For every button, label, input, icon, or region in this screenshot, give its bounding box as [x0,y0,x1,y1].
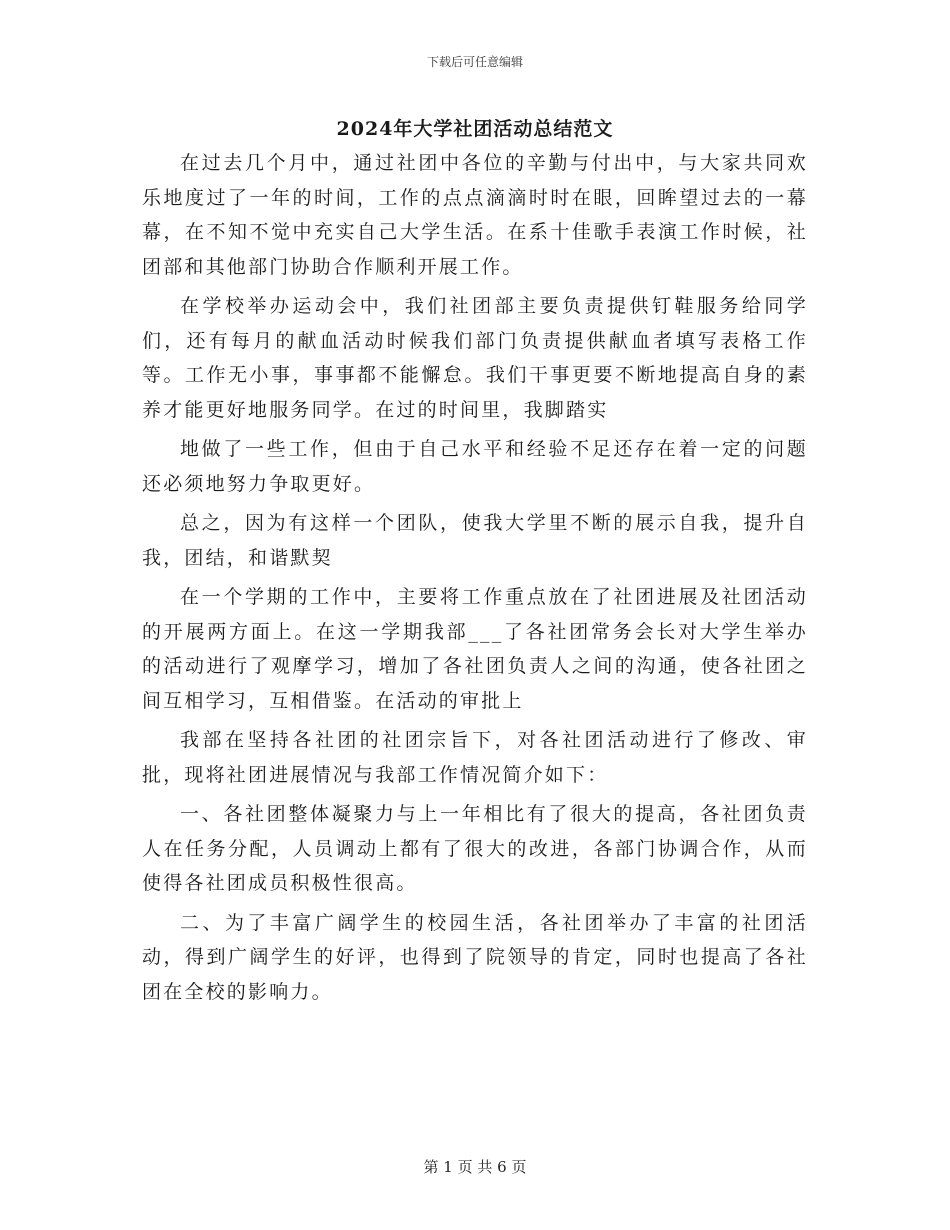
paragraph-1: 在过去几个月中，通过社团中各位的辛勤与付出中，与大家共同欢乐地度过了一年的时间，工作的点点滴滴时时在眼，回眸望过去的一幕幕，在不知不觉中充实自己大学生活。在系十佳歌手表演工作时候，社团部和其他部门协助合作顺利开展工作。 [142,152,808,278]
paragraph-3: 地做了一些工作，但由于自己水平和经验不足还存在着一定的问题还必须地努力争取更好。 [142,438,808,495]
header-note: 下载后可任意编辑 [426,55,523,69]
paragraph-7: 一、各社团整体凝聚力与上一年相比有了很大的提高，各社团负责人在任务分配，人员调动上都有了很大的改进，各部门协调合作，从而使得各社团成员积极性很高。 [142,803,808,894]
document-body [142,146,808,1009]
paragraph-2: 在学校举办运动会中，我们社团部主要负责提供钉鞋服务给同学们，还有每月的献血活动时候我们部门负责提供献血者填写表格工作等。工作无小事，事事都不能懈怠。我们干事更要不断地提高自身的素养才能更好地服务同学。在过的时间里，我脚踏实 [142,295,808,421]
paragraph-5: 在一个学期的工作中，主要将工作重点放在了社团进展及社团活动的开展两方面上。在这一学期我部___了各社团常务会长对大学生举办的活动进行了观摩学习，增加了各社团负责人之间的沟通，使各社团之间互相学习，互相借鉴。在活动的审批上 [142,586,808,712]
paragraph-6: 我部在坚持各社团的社团宗旨下，对各社团活动进行了修改、审批，现将社团进展情况与我部工作情况简介如下： [142,729,808,786]
paragraph-8: 二、为了丰富广阔学生的校园生活，各社团举办了丰富的社团活动，得到广阔学生的好评，也得到了院领导的肯定，同时也提高了各社团在全校的影响力。 [142,911,808,1003]
page-number: 第 1 页 共 6 页 [423,1158,527,1176]
paragraph-4: 总之，因为有这样一个团队，使我大学里不断的展示自我，提升自我，团结，和谐默契 [142,512,808,569]
document-title: 2024年大学社团活动总结范文 [336,118,614,140]
